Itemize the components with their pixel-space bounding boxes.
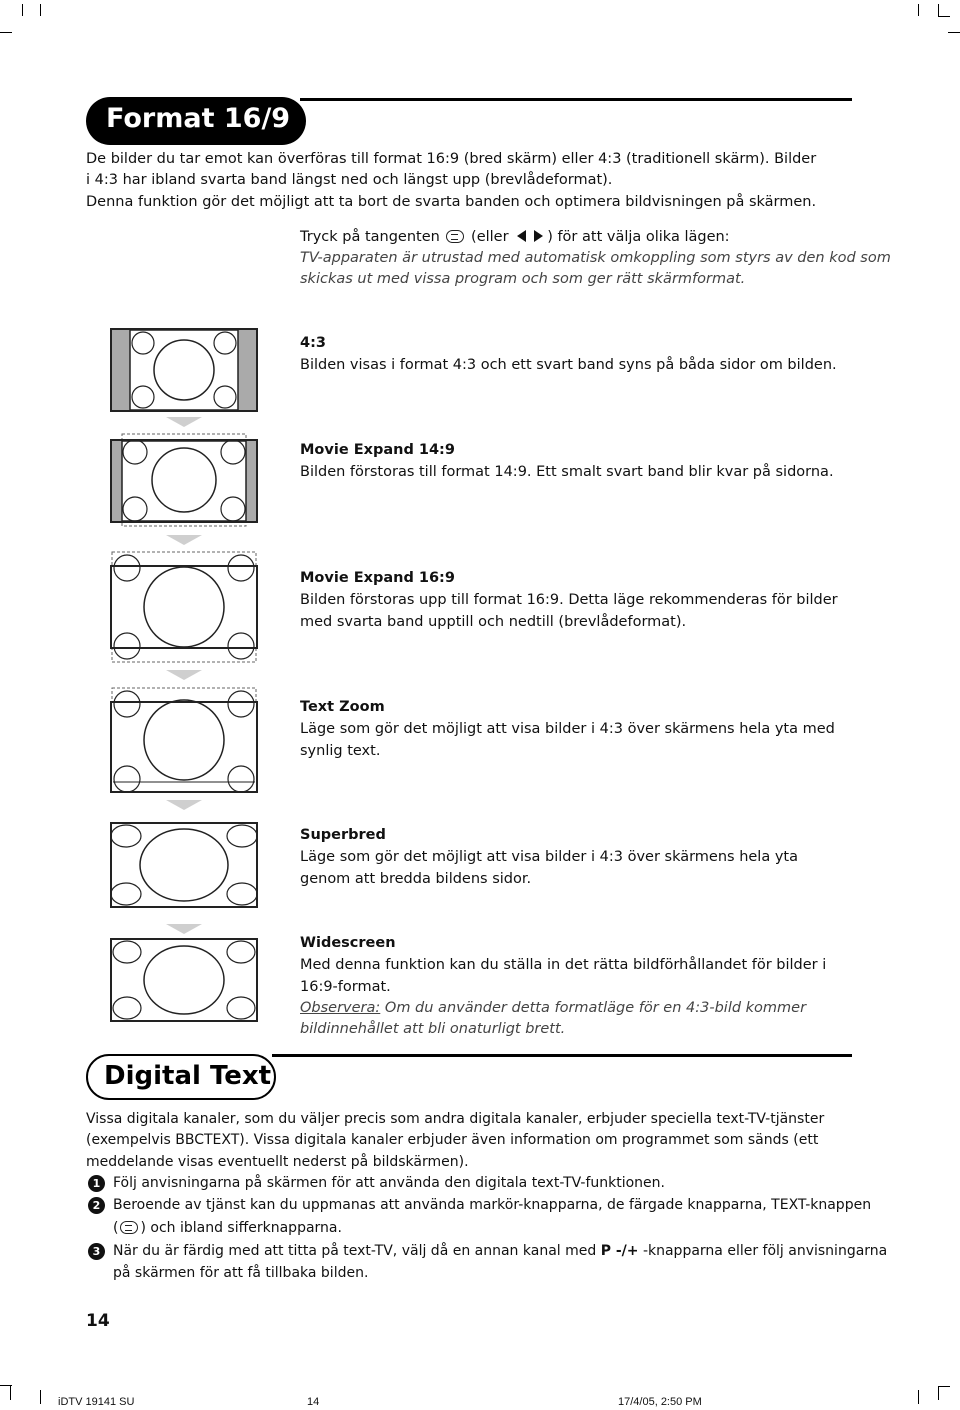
mode-title: 4:3 — [300, 335, 326, 351]
mode-desc: Läge som gör det möjligt att visa bilder i 4:3 över skärmens hela yta med — [300, 721, 835, 737]
crop-mark — [938, 4, 939, 16]
step-text: Följ anvisningarna på skärmen för att använda den digitala text-TV-funktionen. — [113, 1175, 665, 1191]
crop-mark — [10, 1386, 11, 1400]
digital-intro-line: Vissa digitala kanaler, som du väljer precis som andra digitala kanaler, erbjuder speciella text-TV-tjänster — [86, 1111, 825, 1127]
tv-4-3-illustration — [110, 328, 258, 412]
right-arrow-icon — [534, 230, 543, 242]
step-text: När du är färdig med att titta på text-TV, välj då en annan kanal med P -/+ -knapparna eller följ anvisningarna — [113, 1243, 888, 1259]
crop-mark — [918, 4, 919, 16]
arrow-down-icon — [166, 670, 202, 680]
step-text: ( ) och ibland sifferknapparna. — [113, 1220, 342, 1236]
tv-text-zoom-illustration — [110, 686, 258, 794]
auto-note-line-1: TV-apparaten är utrustad med automatisk omkoppling som styrs av den kod som — [300, 250, 891, 266]
arrow-down-icon — [166, 800, 202, 810]
crop-mark — [938, 1386, 950, 1387]
press-instruction: Tryck på tangenten (eller ) för att välja olika lägen: — [300, 229, 730, 245]
tv-widescreen-illustration — [110, 938, 258, 1022]
digital-intro-line: meddelande visas eventuellt nederst på bildskärmen). — [86, 1154, 469, 1170]
observe-note-line-2: bildinnehållet att bli onaturligt brett. — [300, 1021, 566, 1037]
crop-mark — [938, 1386, 939, 1400]
crop-mark — [22, 4, 23, 16]
crop-mark — [948, 32, 960, 33]
crop-mark — [40, 4, 41, 16]
section-rule — [300, 98, 852, 101]
tv-16-9-illustration — [110, 550, 258, 664]
intro-line-2: i 4:3 har ibland svarta band längst ned och längst upp (brevlådeformat). — [86, 172, 613, 188]
tv-14-9-illustration — [110, 432, 258, 528]
step-number-badge: 3 — [88, 1243, 105, 1260]
step-number-badge: 2 — [88, 1197, 105, 1214]
mode-desc: Bilden visas i format 4:3 och ett svart band syns på båda sidor om bilden. — [300, 357, 837, 373]
left-arrow-icon — [517, 230, 526, 242]
mode-desc: Bilden förstoras upp till format 16:9. Detta läge rekommenderas för bilder — [300, 592, 838, 608]
section-rule — [272, 1054, 852, 1057]
intro-line-3: Denna funktion gör det möjligt att ta bort de svarta banden och optimera bildvisningen på skärmen. — [86, 194, 817, 210]
mode-desc: synlig text. — [300, 743, 381, 759]
step-text: Beroende av tjänst kan du uppmanas att använda markör-knapparna, de färgade knapparna, TEXT-knappen — [113, 1197, 872, 1213]
section-title-format: Format 16/9 — [86, 97, 306, 145]
crop-mark — [938, 16, 950, 17]
step-text: på skärmen för att få tillbaka bilden. — [113, 1265, 369, 1281]
section-title-digital-text: Digital Text — [86, 1054, 276, 1100]
mode-desc: Med denna funktion kan du ställa in det rätta bildförhållandet för bilder i — [300, 957, 827, 973]
footer-timestamp: 17/4/05, 2:50 PM — [618, 1396, 702, 1408]
observe-note: Observera: Om du använder detta formatläge för en 4:3-bild kommer — [300, 1000, 807, 1016]
page-number: 14 — [86, 1311, 110, 1331]
footer-page: 14 — [307, 1396, 320, 1408]
mode-desc: genom att bredda bildens sidor. — [300, 871, 532, 887]
tv-superbred-illustration — [110, 822, 258, 908]
mode-title: Widescreen — [300, 935, 396, 951]
text-key-icon — [120, 1221, 138, 1234]
mode-title: Movie Expand 14:9 — [300, 442, 455, 458]
step-number-badge: 1 — [88, 1175, 105, 1192]
mode-desc: Läge som gör det möjligt att visa bilder i 4:3 över skärmens hela yta — [300, 849, 798, 865]
mode-desc: Bilden förstoras till format 14:9. Ett smalt svart band blir kvar på sidorna. — [300, 464, 834, 480]
crop-mark — [918, 1390, 919, 1404]
arrow-down-icon — [166, 535, 202, 545]
crop-mark — [40, 1390, 41, 1404]
arrow-down-icon — [166, 417, 202, 427]
crop-mark — [0, 32, 12, 33]
mode-desc: med svarta band upptill och nedtill (brevlådeformat). — [300, 614, 687, 630]
mode-title: Superbred — [300, 827, 386, 843]
arrow-down-icon — [166, 924, 202, 934]
mode-title: Text Zoom — [300, 699, 385, 715]
format-key-icon — [446, 230, 464, 243]
mode-title: Movie Expand 16:9 — [300, 570, 455, 586]
intro-line-1: De bilder du tar emot kan överföras till format 16:9 (bred skärm) eller 4:3 (traditionell skärm). Bilder — [86, 151, 817, 167]
mode-desc: 16:9-format. — [300, 979, 391, 995]
digital-intro-line: (exempelvis BBCTEXT). Vissa digitala kanaler erbjuder även information om programmet som sänds (ett — [86, 1132, 819, 1148]
footer-doc-id: iDTV 19141 SU — [58, 1396, 135, 1408]
auto-note-line-2: skickas ut med vissa program och som ger rätt skärmformat. — [300, 271, 746, 287]
